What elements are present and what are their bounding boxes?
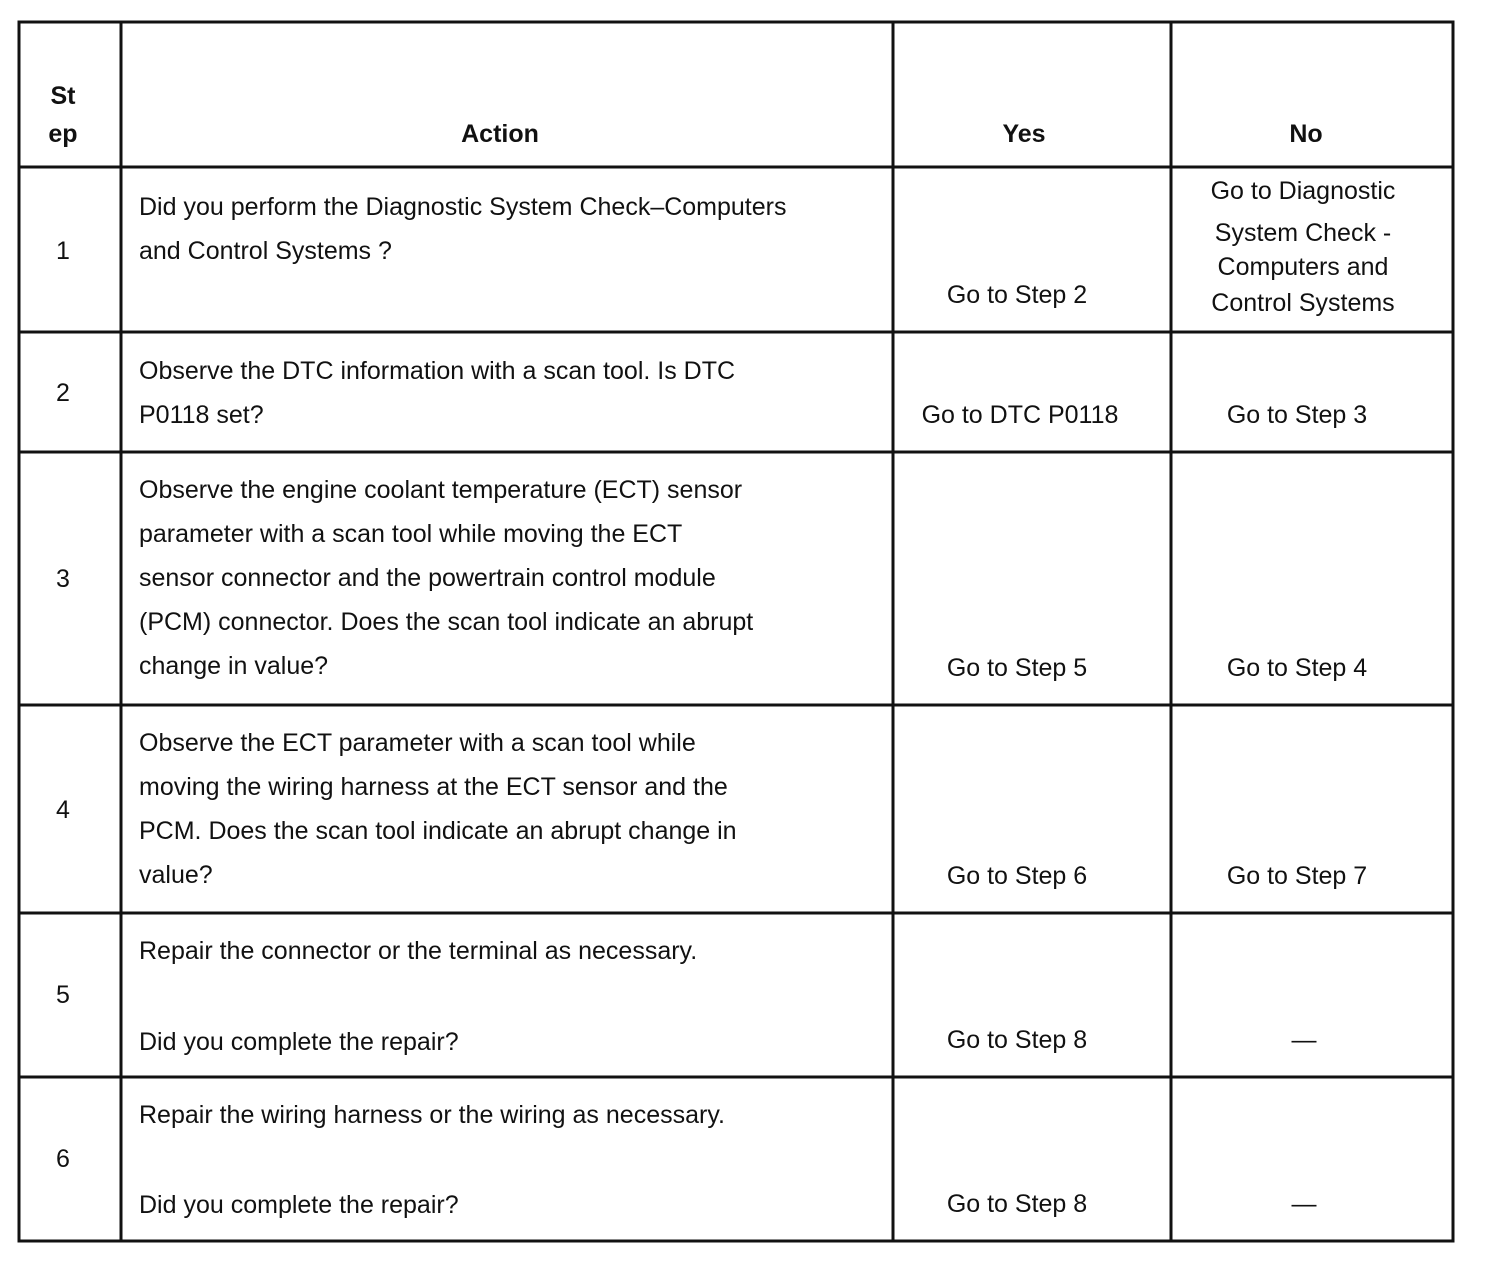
no-result: Go to Step 3: [1226, 401, 1368, 429]
action-line: Observe the engine coolant temperature (ECT) sensor: [139, 476, 743, 504]
yes-result: Go to Step 8: [946, 1190, 1088, 1218]
action-text: [139, 721, 737, 897]
step-number: 5: [56, 981, 70, 1009]
action-line: Did you complete the repair?: [139, 1191, 459, 1219]
yes-result: Go to DTC P0118: [921, 401, 1119, 429]
no-result-line: Computers and: [1217, 253, 1389, 281]
action-line: Did you complete the repair?: [139, 1028, 459, 1056]
yes-result: Go to Step 8: [946, 1026, 1088, 1054]
no-result-line: System Check -: [1214, 219, 1392, 247]
no-result: [1173, 172, 1433, 322]
action-line: Observe the DTC information with a scan tool. Is DTC: [139, 357, 736, 385]
yes-result: Go to Step 5: [946, 654, 1088, 682]
action-text: [139, 468, 753, 688]
step-number: 6: [56, 1145, 70, 1173]
action-line: moving the wiring harness at the ECT sensor and the: [139, 773, 728, 801]
action-line: value?: [139, 861, 213, 889]
action-line: PCM. Does the scan tool indicate an abrupt change in: [139, 817, 737, 845]
action-text: [139, 929, 697, 1064]
header-step-line: ep: [48, 120, 78, 148]
action-line: sensor connector and the powertrain control module: [139, 564, 716, 592]
action-line: Observe the ECT parameter with a scan tool while: [139, 729, 696, 757]
action-line: Repair the connector or the terminal as necessary.: [139, 937, 698, 965]
step-number: 4: [56, 796, 70, 824]
step-number: 2: [56, 379, 70, 407]
no-result-line: Control Systems: [1211, 289, 1395, 317]
action-line: parameter with a scan tool while moving the ECT: [139, 520, 683, 548]
no-result-line: Go to Diagnostic: [1210, 177, 1396, 205]
action-line: (PCM) connector. Does the scan tool indicate an abrupt: [139, 608, 754, 636]
action-text: [139, 185, 787, 273]
no-result: —: [1291, 1026, 1317, 1054]
action-line: Did you perform the Diagnostic System Check–Computers: [139, 193, 787, 221]
no-result: Go to Step 4: [1226, 654, 1368, 682]
header-step: [23, 74, 103, 156]
action-line: and Control Systems ?: [139, 237, 392, 265]
header-no: No: [1289, 120, 1323, 148]
action-line: change in value?: [139, 652, 329, 680]
header-yes: Yes: [1002, 120, 1046, 148]
header-step-line: St: [50, 82, 76, 110]
no-result: Go to Step 7: [1226, 862, 1368, 890]
action-line: Repair the wiring harness or the wiring as necessary.: [139, 1101, 725, 1129]
step-number: 1: [56, 237, 70, 265]
action-text: [139, 349, 735, 437]
action-line: P0118 set?: [139, 401, 264, 429]
action-text: [139, 1093, 725, 1227]
header-action: Action: [461, 120, 539, 148]
no-result: —: [1291, 1190, 1317, 1218]
yes-result: Go to Step 2: [946, 281, 1088, 309]
yes-result: Go to Step 6: [946, 862, 1088, 890]
step-number: 3: [56, 565, 70, 593]
